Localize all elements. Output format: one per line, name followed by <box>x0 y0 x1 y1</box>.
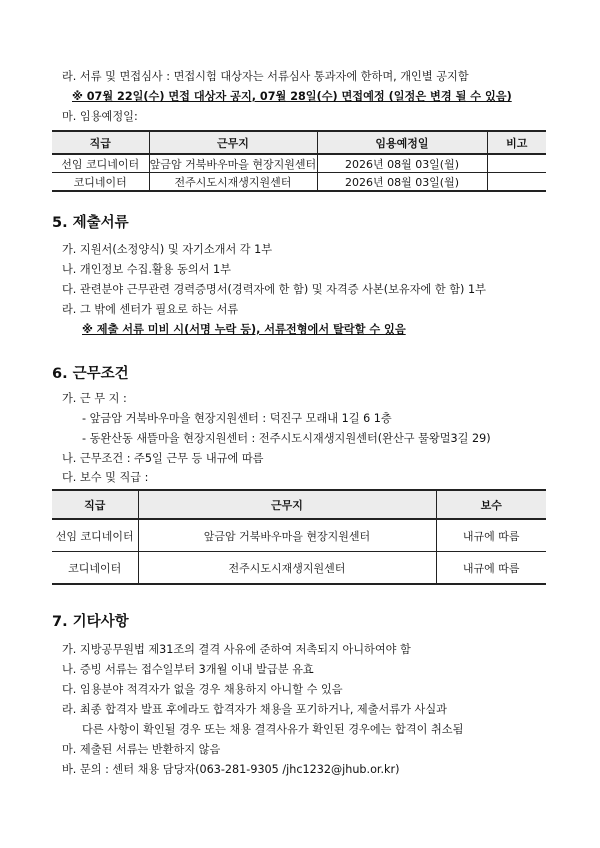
work-conditions-item: 나. 근무조건 : 주5일 근무 등 내규에 따름 <box>62 452 264 465</box>
misc-item: 마. 제출된 서류는 반환하지 않음 <box>62 743 221 756</box>
table-header: 직급 <box>52 131 149 154</box>
table-cell: 2026년 08월 03일(월) <box>317 173 487 192</box>
workplace-sub-item: - 동완산동 새뜰마을 현장지원센터 : 전주시도시재생지원센터(완산구 물왕멀3길 29) <box>82 432 491 445</box>
contact-item: 바. 문의 : 센터 채용 담당자(063-281-9305 /jhc1232@jhub.or.kr) <box>62 763 400 776</box>
misc-item: 나. 증빙 서류는 접수일부터 3개월 이내 발급분 유효 <box>62 663 314 676</box>
table-row <box>52 154 546 173</box>
document-item: 다. 관련분야 근무관련 경력증명서(경력자에 한 함) 및 자격증 사본(보유자에 한 함) 1부 <box>62 283 486 296</box>
table-row <box>52 173 546 192</box>
table-row <box>52 519 546 552</box>
pay-grade-item: 다. 보수 및 직급 : <box>62 471 149 484</box>
table-header: 직급 <box>52 490 138 519</box>
pay-table <box>52 489 546 585</box>
interview-schedule-note: ※ 07월 22일(수) 면접 대상자 공지, 07월 28일(수) 면접예정 (일정은 변경 될 수 있음) <box>72 90 512 103</box>
table-header-row <box>52 490 546 519</box>
table-cell: 전주시도시재생지원센터 <box>149 173 317 192</box>
table-row <box>52 552 546 585</box>
table-cell: 선임 코디네이터 <box>52 519 138 552</box>
table-cell: 내규에 따름 <box>436 519 546 552</box>
table-header: 보수 <box>436 490 546 519</box>
table-cell: 앞금암 거북바우마을 현장지원센터 <box>149 154 317 173</box>
table-cell: 내규에 따름 <box>436 552 546 585</box>
section-heading: 6. 근무조건 <box>52 366 129 382</box>
table-cell: 코디네이터 <box>52 173 149 192</box>
table-cell: 앞금암 거북바우마을 현장지원센터 <box>138 519 436 552</box>
table-header: 비고 <box>487 131 546 154</box>
interview-review-item: 라. 서류 및 면접심사 : 면접시험 대상자는 서류심사 통과자에 한하며, 개인별 공지함 <box>62 70 469 83</box>
table-cell <box>487 173 546 192</box>
table-header: 근무지 <box>138 490 436 519</box>
table-cell <box>487 154 546 173</box>
section-heading: 7. 기타사항 <box>52 614 129 630</box>
workplace-sub-item: - 앞금암 거북바우마을 현장지원센터 : 덕진구 모래내 1길 6 1층 <box>82 412 392 425</box>
section-heading: 5. 제출서류 <box>52 215 129 231</box>
table-header: 임용예정일 <box>317 131 487 154</box>
workplace-item: 가. 근 무 지 : <box>62 392 127 405</box>
misc-item: 다. 임용분야 적격자가 없을 경우 채용하지 아니할 수 있음 <box>62 683 343 696</box>
schedule-table <box>52 130 546 192</box>
document-item: 라. 그 밖에 센터가 필요로 하는 서류 <box>62 303 239 316</box>
misc-item: 가. 지방공무원법 제31조의 결격 사유에 준하여 저촉되지 아니하여야 함 <box>62 643 411 656</box>
document-item: 나. 개인정보 수집.활용 동의서 1부 <box>62 263 231 276</box>
document-item: 가. 지원서(소정양식) 및 자기소개서 각 1부 <box>62 243 273 256</box>
appointment-date-item: 마. 임용예정일: <box>62 110 138 123</box>
misc-item: 라. 최종 합격자 발표 후에라도 합격자가 채용을 포기하거나, 제출서류가 사실과 <box>62 703 447 716</box>
misc-item-continuation: 다른 사항이 확인될 경우 또는 채용 결격사유가 확인된 경우에는 합격이 취소됨 <box>82 723 464 736</box>
table-header-row <box>52 131 546 154</box>
table-cell: 전주시도시재생지원센터 <box>138 552 436 585</box>
missing-documents-note: ※ 제출 서류 미비 시(서명 누락 등), 서류전형에서 탈락할 수 있음 <box>82 323 406 336</box>
table-header: 근무지 <box>149 131 317 154</box>
table-cell: 선임 코디네이터 <box>52 154 149 173</box>
table-cell: 코디네이터 <box>52 552 138 585</box>
table-cell: 2026년 08월 03일(월) <box>317 154 487 173</box>
